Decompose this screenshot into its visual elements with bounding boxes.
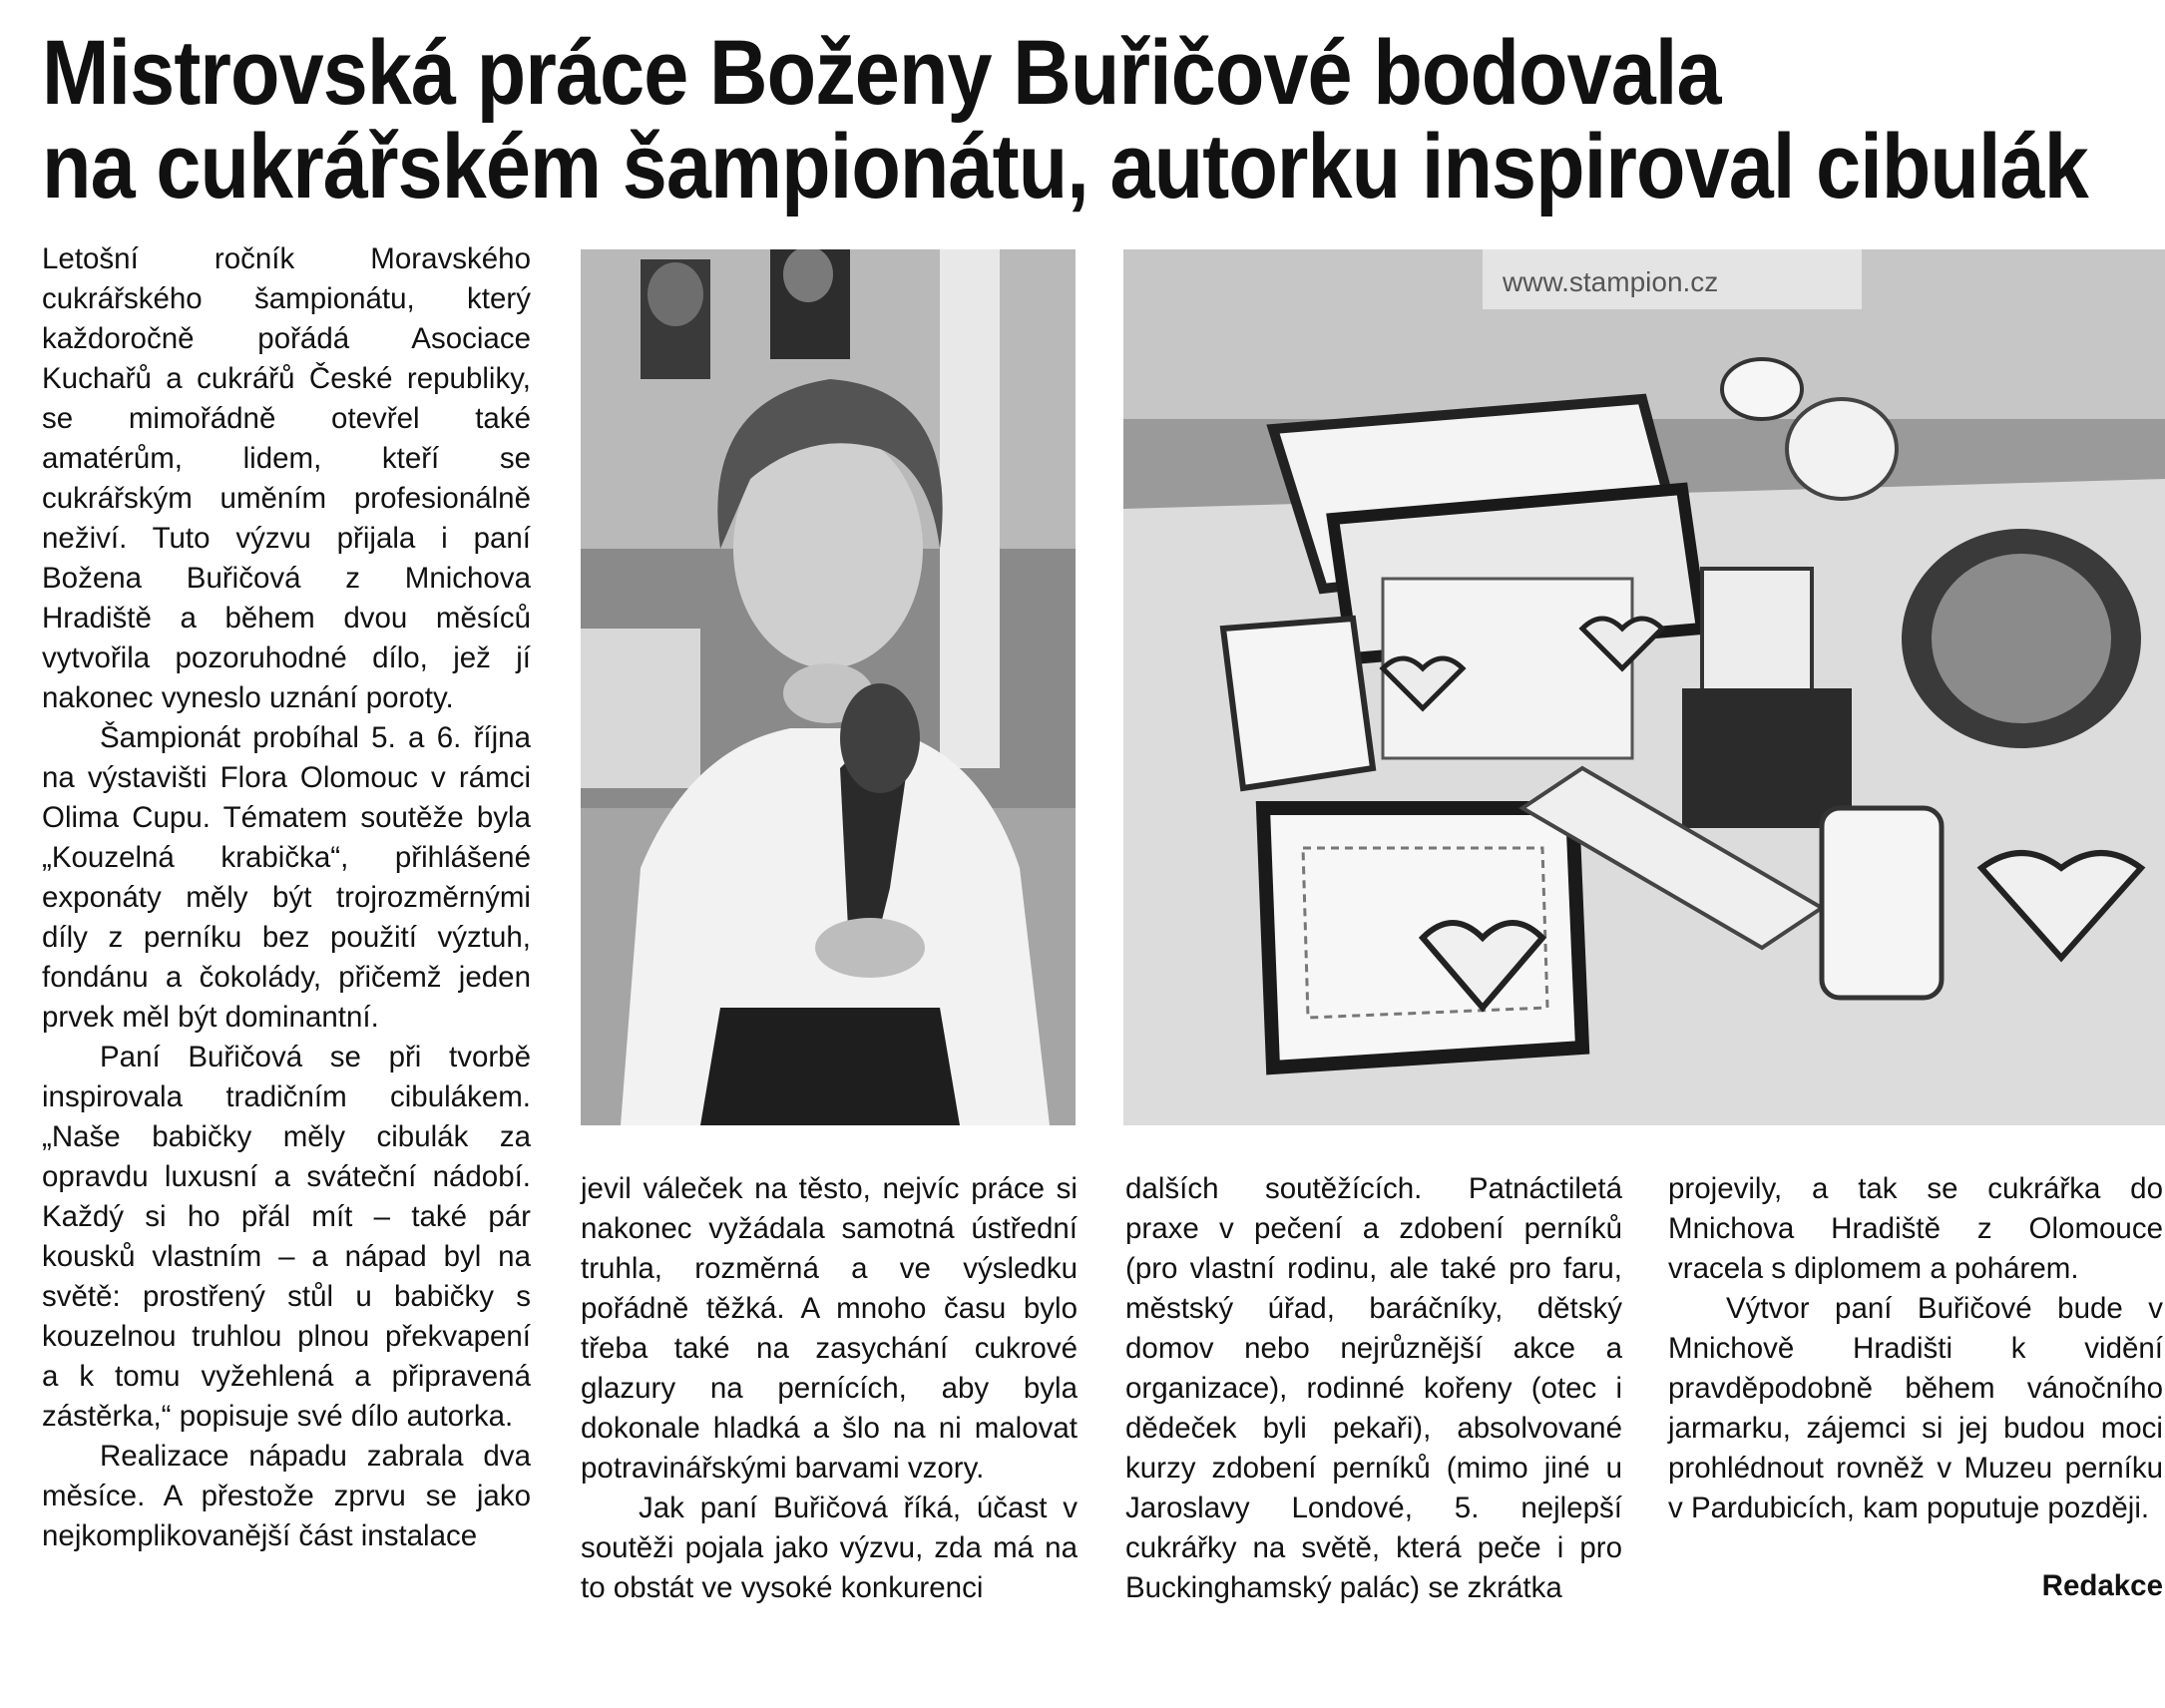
headline-line-2: na cukrářském šampionátu, autorku inspiroval cibulák: [42, 116, 2088, 217]
article-column-3: [1125, 1169, 1622, 1608]
paragraph: Šampionát probíhal 5. a 6. října na výstavišti Flora Olomouc v rámci Olima Cupu. Tématem soutěže byla „Kouzelná krabička“, přihlášené exponáty měly být trojrozměrnými díly z perníku bez použití výztuh, fondánu a čokolády, přičemž jeden prvek měl být dominantní.: [42, 721, 531, 1034]
article-column-1: [42, 239, 531, 1556]
paragraph: Paní Buřičová se při tvorbě inspirovala tradičním cibulákem. „Naše babičky měly cibulák za opravdu luxusní a sváteční nádobí. Každý si ho přál mít – také pár kousků vlastním – a nápad byl na světě: prostřený stůl u babičky s kouzelnou truhlou plnou překvapení a k tomu vyžehlená a připravená zástěrka,“ popisuje své dílo autorka.: [42, 1041, 531, 1433]
paragraph: jevil váleček na těsto, nejvíc práce si nakonec vyžádala samotná ústřední truhla, rozměrná a ve výsledku pořádně těžká. A mnoho času bylo třeba také na zasychání cukrové glazury na pernících, aby byla dokonale hladká a šlo na ni malovat potravinářskými barvami vzory.: [581, 1172, 1078, 1485]
article-headline: [42, 22, 2088, 217]
photo-exhibit-image: [1123, 249, 2165, 1125]
article-column-4: [1668, 1169, 2163, 1606]
headline-line-1: Mistrovská práce Boženy Buřičové bodovala: [42, 22, 1721, 124]
article-signature: Redakce: [2041, 1569, 2163, 1602]
paragraph: Realizace nápadu zabrala dva měsíce. A přestože zprvu se jako nejkomplikovanější část instalace: [42, 1440, 531, 1552]
article-column-2: [581, 1169, 1078, 1608]
paragraph: dalších soutěžících. Patnáctiletá praxe v pečení a zdobení perníků (pro vlastní rodinu, ale také pro faru, městský úřad, baráčníky, dětský domov nebo nejrůznější akce a organizace), rodinné kořeny (otec i dědeček byli pekaři), absolvované kurzy zdobení perníků (mimo jiné u Jaroslavy Londové, 5. nejlepší cukrářky na světě, která peče i pro Buckinghamský palác) se zkrátka: [1125, 1172, 1622, 1604]
photo-author-image: [581, 249, 1076, 1125]
paragraph: Jak paní Buřičová říká, účast v soutěži pojala jako výzvu, zda má na to obstát ve vysoké konkurenci: [581, 1492, 1078, 1604]
photo-gingerbread-exhibit: [1123, 249, 2165, 1125]
photo-author-with-trophy: [581, 249, 1076, 1125]
photo-banner-text: www.stampion.cz: [1503, 266, 1719, 297]
paragraph: Letošní ročník Moravského cukrářského šampionátu, který každoročně pořádá Asociace Kuchařů a cukrářů České republiky, se mimořádně otevřel také amatérům, lidem, kteří se cukrářským uměním profesionálně neživí. Tuto výzvu přijala i paní Božena Buřičová z Mnichova Hradiště a během dvou měsíců vytvořila pozoruhodné dílo, jež jí nakonec vyneslo uznání poroty.: [42, 242, 531, 714]
paragraph: projevily, a tak se cukrářka do Mnichova Hradiště z Olomouce vracela s diplomem a pohárem.: [1668, 1172, 2163, 1285]
paragraph: Výtvor paní Buřičové bude v Mnichově Hradišti k vidění pravděpodobně během vánočního jarmarku, zájemci si jej budou moci prohlédnout rovněž v Muzeu perníku v Pardubicích, kam poputuje později.: [1668, 1292, 2163, 1524]
